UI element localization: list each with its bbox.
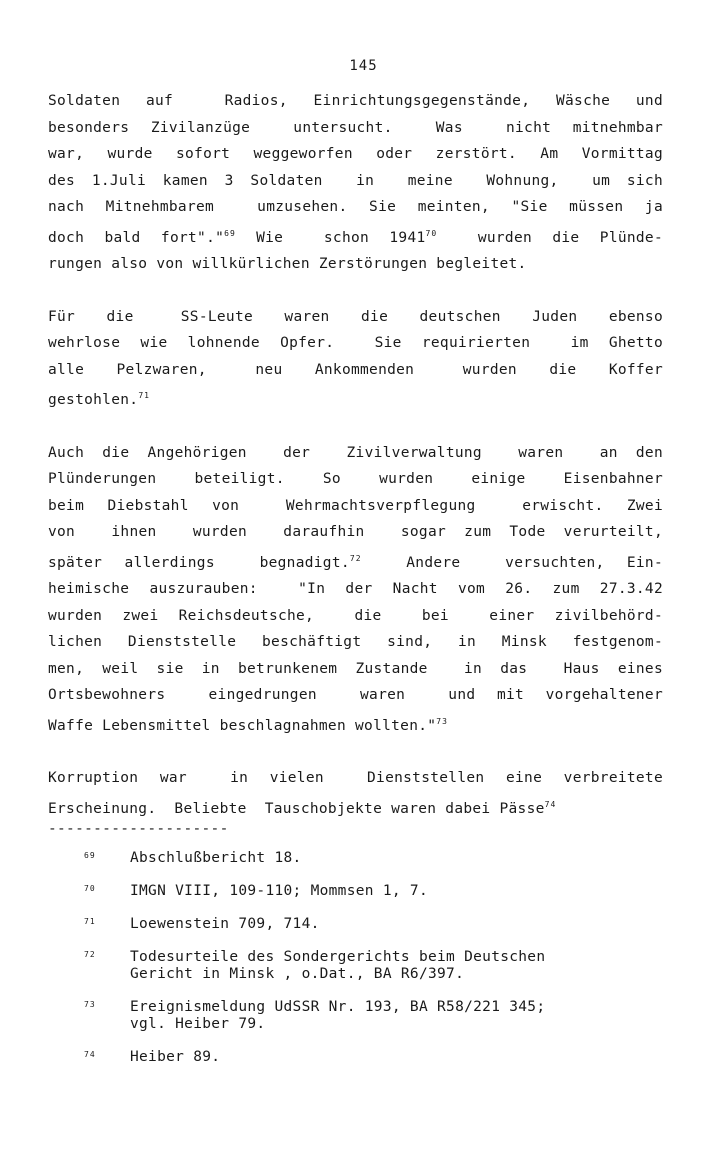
text-line: alle Pelzwaren, neu Ankommenden wurden die Koffer — [48, 361, 663, 378]
footnote — [84, 883, 663, 900]
text-line: nach Mitnehmbarem umzusehen. Sie meinten, "Sie müssen ja — [48, 199, 663, 215]
footnote-text: Abschlußbericht 18. — [130, 850, 302, 866]
footnote-text: Ereignismeldung UdSSR Nr. 193, BA R58/221 345; vgl. Heiber 79. — [130, 999, 546, 1032]
text-line: rungen also von willkürlichen Zerstörungen begleitet. — [48, 256, 527, 272]
footnote-marker: 72 — [349, 553, 362, 563]
text-line: beim Diebstahl von Wehrmachtsverpflegung erwischt. Zwei — [48, 497, 663, 514]
text-line — [48, 709, 663, 740]
footnote-divider: -------------------- — [48, 821, 229, 837]
text-line: von ihnen wurden daraufhin sogar zum Tode verurteilt, — [48, 524, 663, 540]
footnote-number: 69 — [84, 851, 96, 860]
paragraph-3 — [48, 440, 663, 740]
footnote-text: IMGN VIII, 109-110; Mommsen 1, 7. — [130, 883, 428, 899]
text-line: Korruption war in vielen Dienststellen eine verbreitete — [48, 770, 663, 786]
text-segment: gestohlen. — [48, 392, 139, 408]
document-page — [48, 58, 663, 1082]
footnote — [84, 999, 663, 1033]
text-line: Für die SS-Leute waren die deutschen Juden ebenso — [48, 308, 663, 325]
footnote-marker: 74 — [544, 799, 557, 809]
footnote — [84, 949, 663, 983]
text-line: wehrlose wie lohnende Opfer. Sie requirierten im Ghetto — [48, 335, 663, 351]
text-segment: wurden die Plünde- — [437, 229, 663, 246]
footnote-marker: 70 — [425, 228, 438, 238]
text-segment: Waffe Lebensmittel beschlagnahmen wollten." — [48, 717, 437, 734]
footnote — [84, 850, 663, 867]
text-segment: Wie schon 1941 — [235, 229, 426, 246]
paragraph-2 — [48, 304, 663, 414]
text-line: Auch die Angehörigen der Zivilverwaltung waren an den — [48, 444, 663, 461]
footnote-text: Heiber 89. — [130, 1049, 221, 1065]
footnote — [84, 1049, 663, 1066]
footnote-number: 74 — [84, 1050, 96, 1059]
text-line: lichen Dienststelle beschäftigt sind, in Minsk festgenom- — [48, 634, 663, 650]
footnote-number: 71 — [84, 917, 96, 926]
text-line — [48, 221, 663, 252]
paragraph-4 — [48, 765, 663, 822]
text-segment: doch bald fort"." — [48, 229, 225, 246]
text-line: heimische auszurauben: "In der Nacht vom 26. zum 27.3.42 — [48, 581, 663, 597]
text-line — [48, 546, 663, 577]
text-line — [48, 792, 663, 823]
text-line: besonders Zivilanzüge untersucht. Was nicht mitnehmbar — [48, 119, 663, 136]
text-line: wurden zwei Reichsdeutsche, die bei einer zivilbehörd- — [48, 607, 663, 624]
paragraph-1 — [48, 88, 663, 278]
text-line — [48, 383, 663, 414]
text-line: Soldaten auf Radios, Einrichtungsgegenstände, Wäsche und — [48, 93, 663, 109]
text-segment: später allerdings begnadigt. — [48, 554, 350, 571]
footnote-marker: 69 — [224, 228, 236, 238]
footnote-marker: 71 — [138, 391, 150, 400]
footnote-number: 73 — [84, 1000, 96, 1009]
text-line: war, wurde sofort weggeworfen oder zerstört. Am Vormittag — [48, 146, 663, 162]
footnotes — [48, 850, 663, 1066]
text-segment: Erscheinung. Beliebte Tauschobjekte waren dabei Pässe — [48, 800, 545, 817]
footnote-number: 72 — [84, 950, 96, 959]
text-line: des 1.Juli kamen 3 Soldaten in meine Wohnung, um sich — [48, 172, 663, 189]
page-number: 145 — [349, 58, 378, 74]
footnote-marker: 73 — [436, 716, 448, 726]
text-line: Ortsbewohners eingedrungen waren und mit vorgehaltener — [48, 687, 663, 703]
footnote — [84, 916, 663, 933]
text-segment: Andere versuchten, Ein- — [361, 554, 663, 571]
text-line: Plünderungen beteiligt. So wurden einige Eisenbahner — [48, 471, 663, 487]
footnote-text: Loewenstein 709, 714. — [130, 916, 320, 932]
text-line: men, weil sie in betrunkenem Zustande in das Haus eines — [48, 660, 663, 677]
footnote-text: Todesurteile des Sondergerichts beim Deutschen Gericht in Minsk , o.Dat., BA R6/397. — [130, 949, 546, 982]
footnote-number: 70 — [84, 884, 96, 893]
